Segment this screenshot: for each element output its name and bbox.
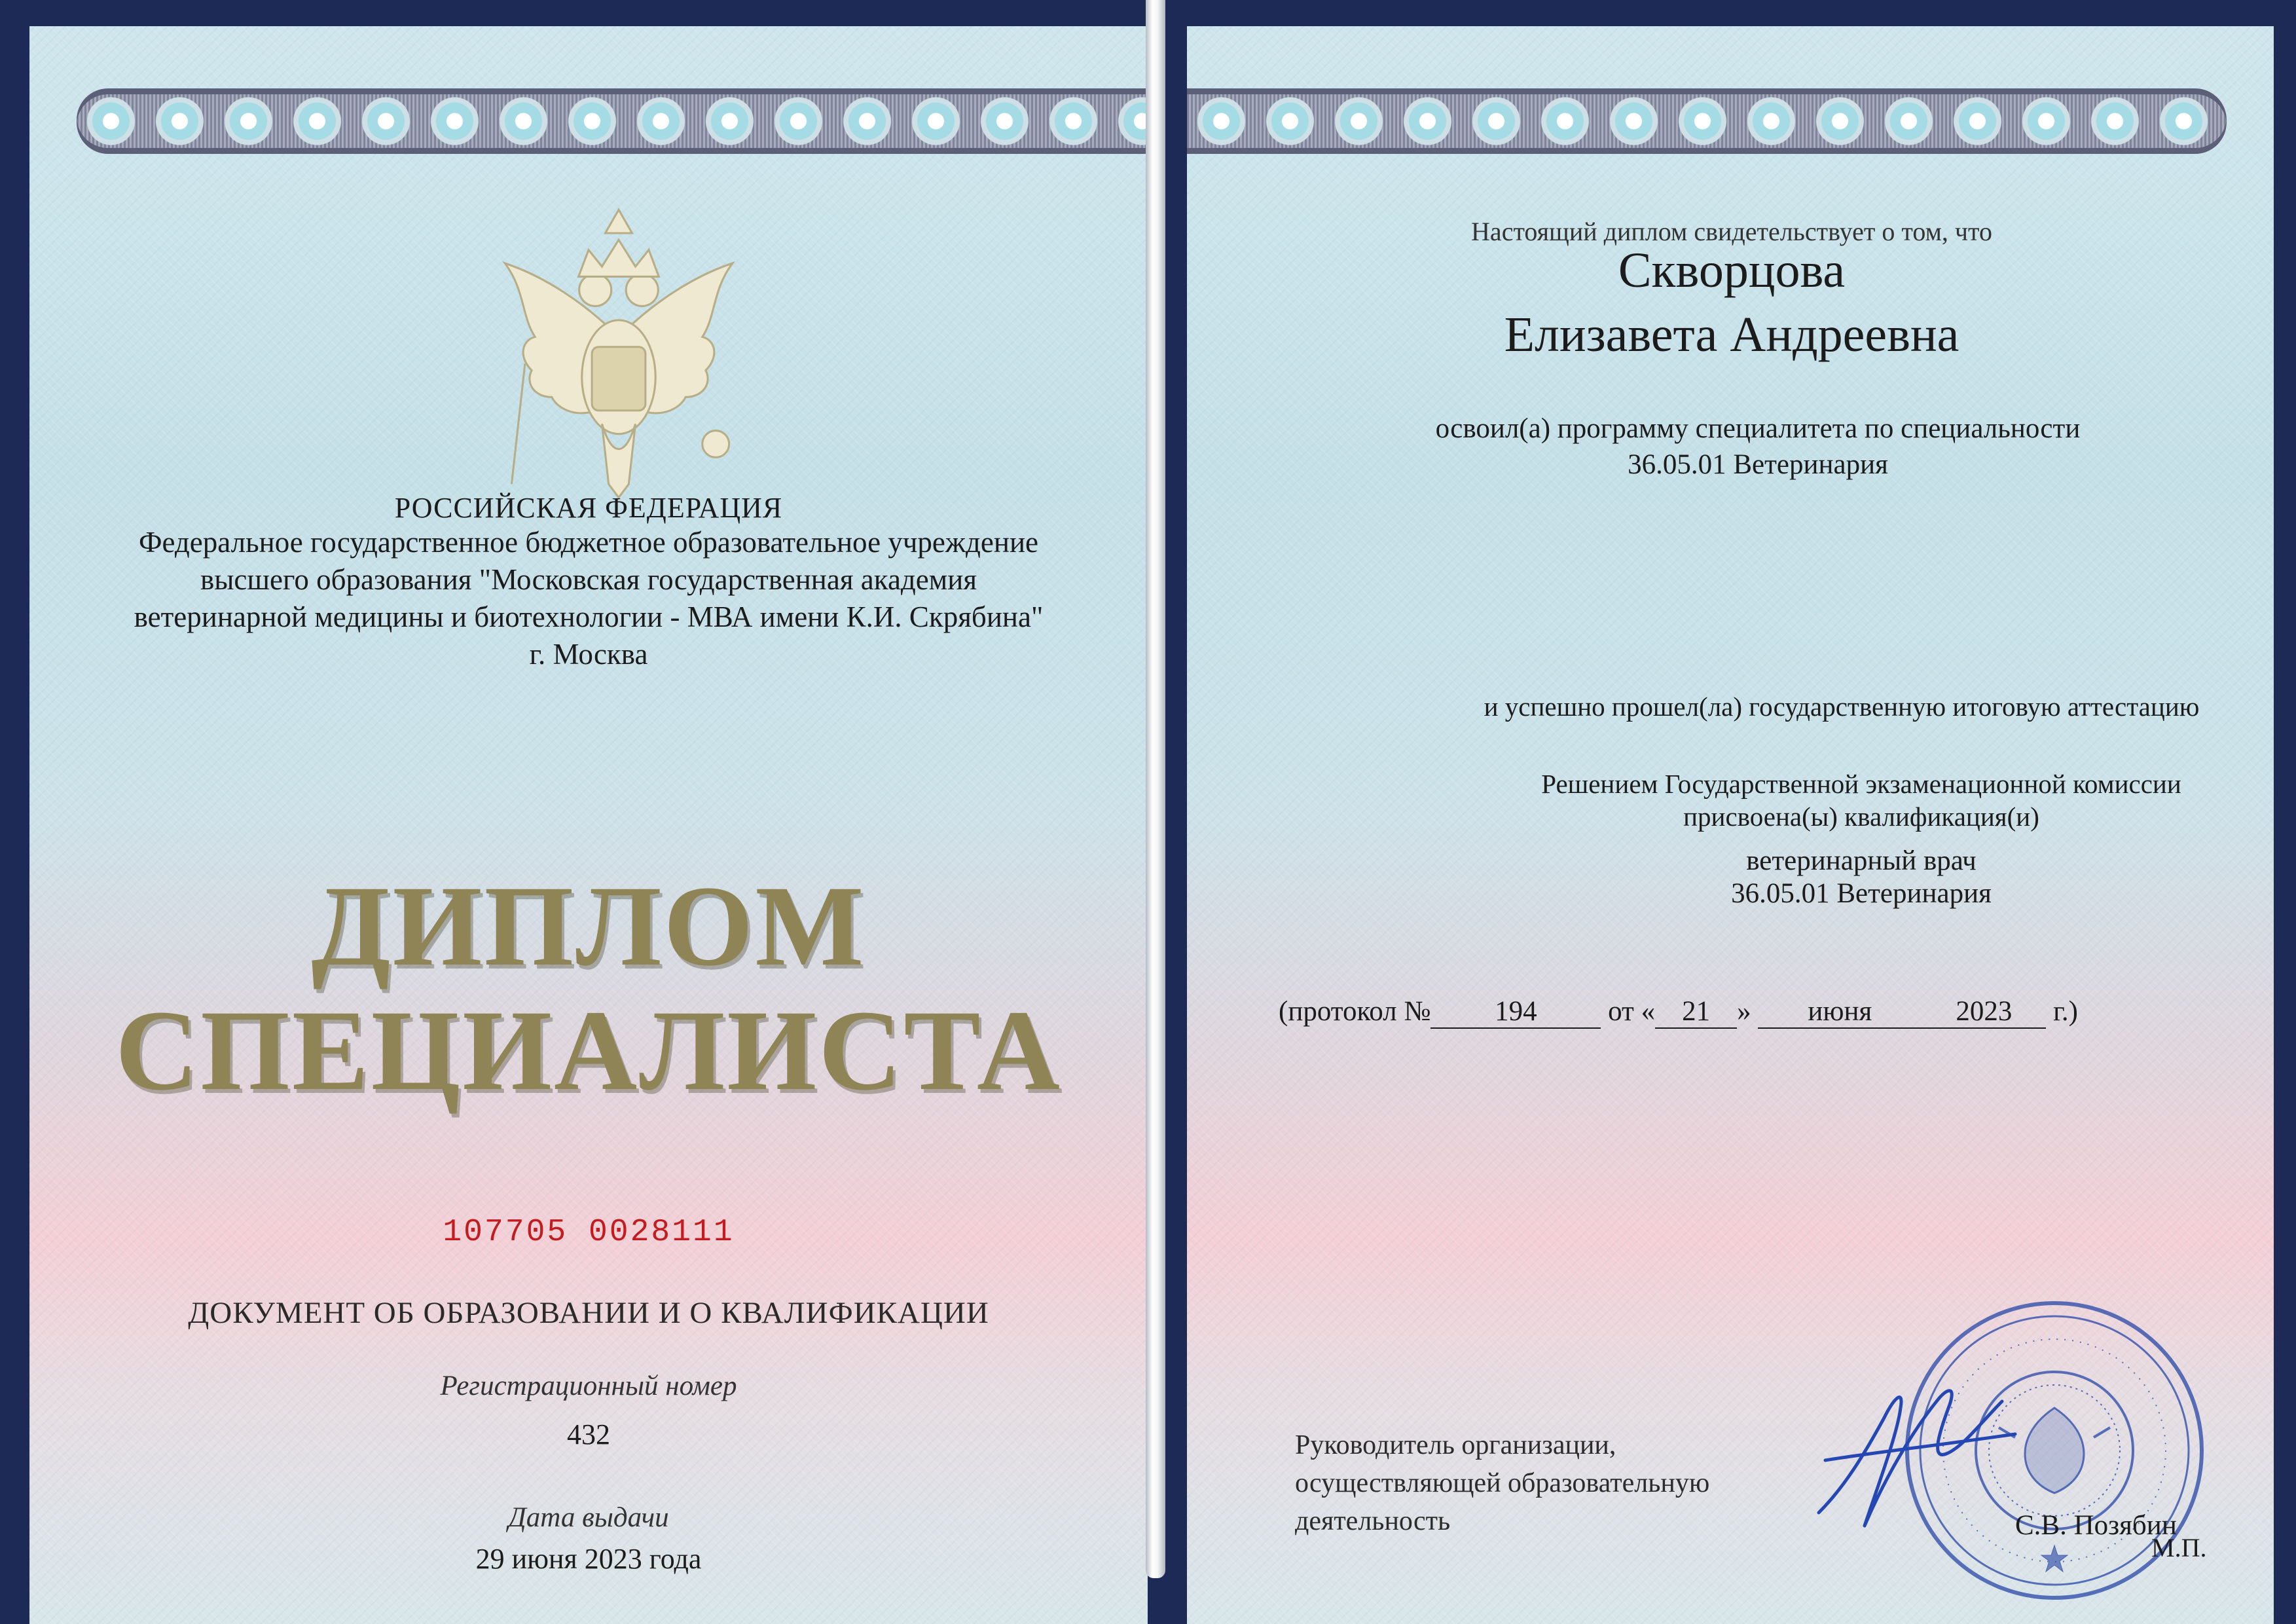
registration-label: Регистрационный номер xyxy=(440,1371,737,1401)
protocol-prefix: (протокол № xyxy=(1279,996,1431,1027)
protocol-year: 2023 xyxy=(1922,995,2046,1029)
decorative-guilloche-band xyxy=(1187,88,2227,154)
head-of-organization-label xyxy=(1295,1426,1793,1540)
diploma-right-page xyxy=(1187,26,2274,1624)
decorative-guilloche-band xyxy=(77,88,1148,154)
protocol-suffix: г.) xyxy=(2053,996,2078,1027)
seal-mark: М.П. xyxy=(2151,1533,2207,1562)
diploma-left-page xyxy=(29,26,1148,1624)
program-text: освоил(а) программу специалитета по специальности xyxy=(1435,413,2081,444)
institution-name xyxy=(134,524,1044,673)
head-line: Руководитель организации, xyxy=(1295,1430,1616,1460)
graduate-given-names: Елизавета Андреевна xyxy=(1504,307,1959,362)
signer-name: С.В. Позябин xyxy=(2015,1510,2177,1541)
qualification-assigned: присвоена(ы) квалификация(и) xyxy=(1683,802,2039,832)
diploma-title-line1: ДИПЛОМ xyxy=(311,862,866,990)
institution-line: высшего образования "Московская государственная академия xyxy=(200,563,977,596)
country-name: РОССИЙСКАЯ ФЕДЕРАЦИЯ xyxy=(394,492,783,524)
issue-date-label: Дата выдачи xyxy=(508,1502,669,1533)
protocol-close-quote: » xyxy=(1737,996,1751,1027)
graduate-surname: Скворцова xyxy=(1618,243,1846,298)
diploma-title xyxy=(115,864,1062,1113)
institution-line: ветеринарной медицины и биотехнологии - МВА имени К.И. Скрябина" xyxy=(134,600,1044,633)
serial-number: 107705 0028111 xyxy=(443,1215,735,1250)
registration-number: 432 xyxy=(567,1418,610,1450)
specialty: 36.05.01 Ветеринария xyxy=(1628,449,1888,480)
qualification: ветеринарный врач xyxy=(1746,845,1977,876)
document-type: ДОКУМЕНТ ОБ ОБРАЗОВАНИИ И О КВАЛИФИКАЦИИ xyxy=(188,1296,989,1330)
certifies-text: Настоящий диплом свидетельствует о том, что xyxy=(1471,217,1992,246)
head-line: деятельность xyxy=(1295,1506,1451,1536)
attestation-text: и успешно прошел(ла) государственную итоговую аттестацию xyxy=(1484,692,2200,722)
protocol-number: 194 xyxy=(1430,995,1601,1029)
binding-cord xyxy=(1146,0,1165,1578)
protocol-line xyxy=(1279,995,2078,1029)
coat-of-arms-icon xyxy=(484,203,753,504)
signature-icon xyxy=(1806,1356,2022,1545)
protocol-month: июня xyxy=(1758,995,1922,1029)
diploma-title-line2: СПЕЦИАЛИСТА xyxy=(115,987,1063,1115)
issue-date: 29 июня 2023 года xyxy=(475,1543,702,1575)
head-line: осуществляющей образовательную xyxy=(1295,1468,1710,1498)
institution-city: г. Москва xyxy=(529,638,648,671)
commission-decision: Решением Государственной экзаменационной комиссии xyxy=(1541,769,2181,799)
qualification-specialty: 36.05.01 Ветеринария xyxy=(1731,878,1992,909)
institution-line: Федеральное государственное бюджетное образовательное учреждение xyxy=(138,526,1039,559)
protocol-day: 21 xyxy=(1655,995,1737,1029)
protocol-from: от « xyxy=(1608,996,1656,1027)
